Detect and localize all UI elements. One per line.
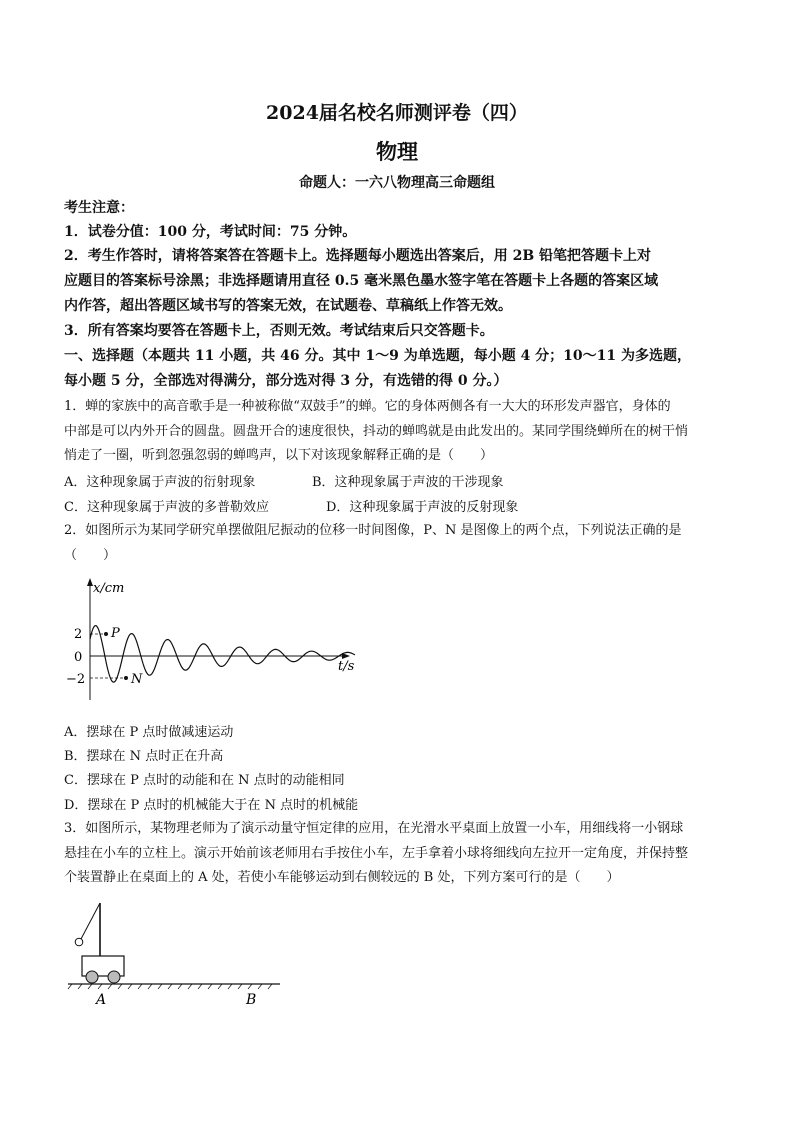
q2-option-b: B．摆球在 N 点时正在升高 xyxy=(64,749,224,764)
q3-stem-line-3: 个装置静止在桌面上的 A 处，若使小车能够运动到右侧较远的 B 处，下列方案可行的是（ ） xyxy=(64,870,620,885)
notice-heading: 考生注意： xyxy=(64,200,134,216)
steel-ball xyxy=(75,938,83,946)
damped-oscillation-graph xyxy=(60,570,360,710)
damped-wave-curve xyxy=(90,626,355,683)
q1-stem-line-1: 1．蝉的家族中的高音歌手是一种被称做“双鼓手”的蝉。它的身体两侧各有一大大的环形发声器官，身体的 xyxy=(64,399,671,414)
q2-option-c: C．摆球在 P 点时的动能和在 N 点时的动能相同 xyxy=(64,773,345,788)
q1-option-d: D．这种现象属于声波的反射现象 xyxy=(326,500,519,515)
q2-stem-line-1: 2．如图所示为某同学研究单摆做阻尼振动的位移一时间图像，P、N 是图像上的两个点，下列说法正确的是 xyxy=(64,523,682,538)
q1-stem-line-2: 中部是可以内外开合的圆盘。圆盘开合的速度很快，抖动的蝉鸣就是由此发出的。某同学围绕蝉所在的树干悄 xyxy=(64,424,689,439)
subject-title: 物理 xyxy=(376,139,418,164)
x-axis-label: t/s xyxy=(338,659,355,674)
q1-option-b: B．这种现象属于声波的干涉现象 xyxy=(312,475,504,490)
position-label-b: B xyxy=(246,992,257,1008)
notice-item-3: 3．所有答案均要答在答题卡上，否则无效。考试结束后只交答题卡。 xyxy=(64,323,494,339)
y-tick-2: 2 xyxy=(74,627,83,642)
table-hatching xyxy=(68,984,272,989)
position-label-a: A xyxy=(96,992,107,1008)
label-n: N xyxy=(131,672,143,687)
section-heading-cont: 每小题 5 分，全部选对得满分，部分选对得 3 分，有选错的得 0 分。） xyxy=(64,373,508,389)
exam-title: 2024届名校名师测评卷（四） xyxy=(266,102,528,124)
point-n xyxy=(124,676,128,680)
section-heading: 一、选择题（本题共 11 小题，共 46 分。其中 1～9 为单选题，每小题 4 分；10～11 为多选题， xyxy=(64,348,692,364)
cart-wheel-left xyxy=(86,971,98,983)
cart-pendulum-figure xyxy=(62,895,292,1015)
notice-item-2-cont2: 内作答，超出答题区域书写的答案无效，在试题卷、草稿纸上作答无效。 xyxy=(64,298,512,314)
q1-option-a: A．这种现象属于声波的衍射现象 xyxy=(64,475,256,490)
notice-item-2-cont: 应题目的答案标号涂黑；非选择题请用直径 0.5 毫米黑色墨水签字笔在答题卡上各题的答案区域 xyxy=(64,273,659,289)
point-p xyxy=(104,632,108,636)
pendulum-string xyxy=(81,903,100,939)
y-axis-label: x/cm xyxy=(93,581,125,596)
q3-stem-line-2: 悬挂在小车的立柱上。演示开始前该老师用右手按住小车，左手拿着小球将细线向左拉开一定角度，并保持整 xyxy=(64,846,689,861)
author-line: 命题人：一六八物理高三命题组 xyxy=(299,175,495,191)
q1-stem-line-3: 悄走了一圈，听到忽强忽弱的蝉鸣声，以下对该现象解释正确的是（ ） xyxy=(64,448,494,463)
q3-stem-line-1: 3．如图所示，某物理老师为了演示动量守恒定律的应用，在光滑水平桌面上放置一小车，用细线将一小钢球 xyxy=(64,821,684,836)
q2-option-d: D．摆球在 P 点时的机械能大于在 N 点时的机械能 xyxy=(64,798,359,813)
q2-stem-line-2: （ ） xyxy=(64,548,117,563)
y-tick-0: 0 xyxy=(74,650,83,665)
q2-option-a: A．摆球在 P 点时做减速运动 xyxy=(64,725,234,740)
y-tick-neg2: −2 xyxy=(66,672,86,687)
cart-wheel-right xyxy=(108,971,120,983)
notice-item-2: 2．考生作答时，请将答案答在答题卡上。选择题每小题选出答案后，用 2B 铅笔把答题卡上对 xyxy=(64,248,652,264)
q1-option-c: C．这种现象属于声波的多普勒效应 xyxy=(64,500,269,515)
notice-item-1: 1．试卷分值：100 分，考试时间：75 分钟。 xyxy=(64,224,357,240)
label-p: P xyxy=(111,626,120,641)
